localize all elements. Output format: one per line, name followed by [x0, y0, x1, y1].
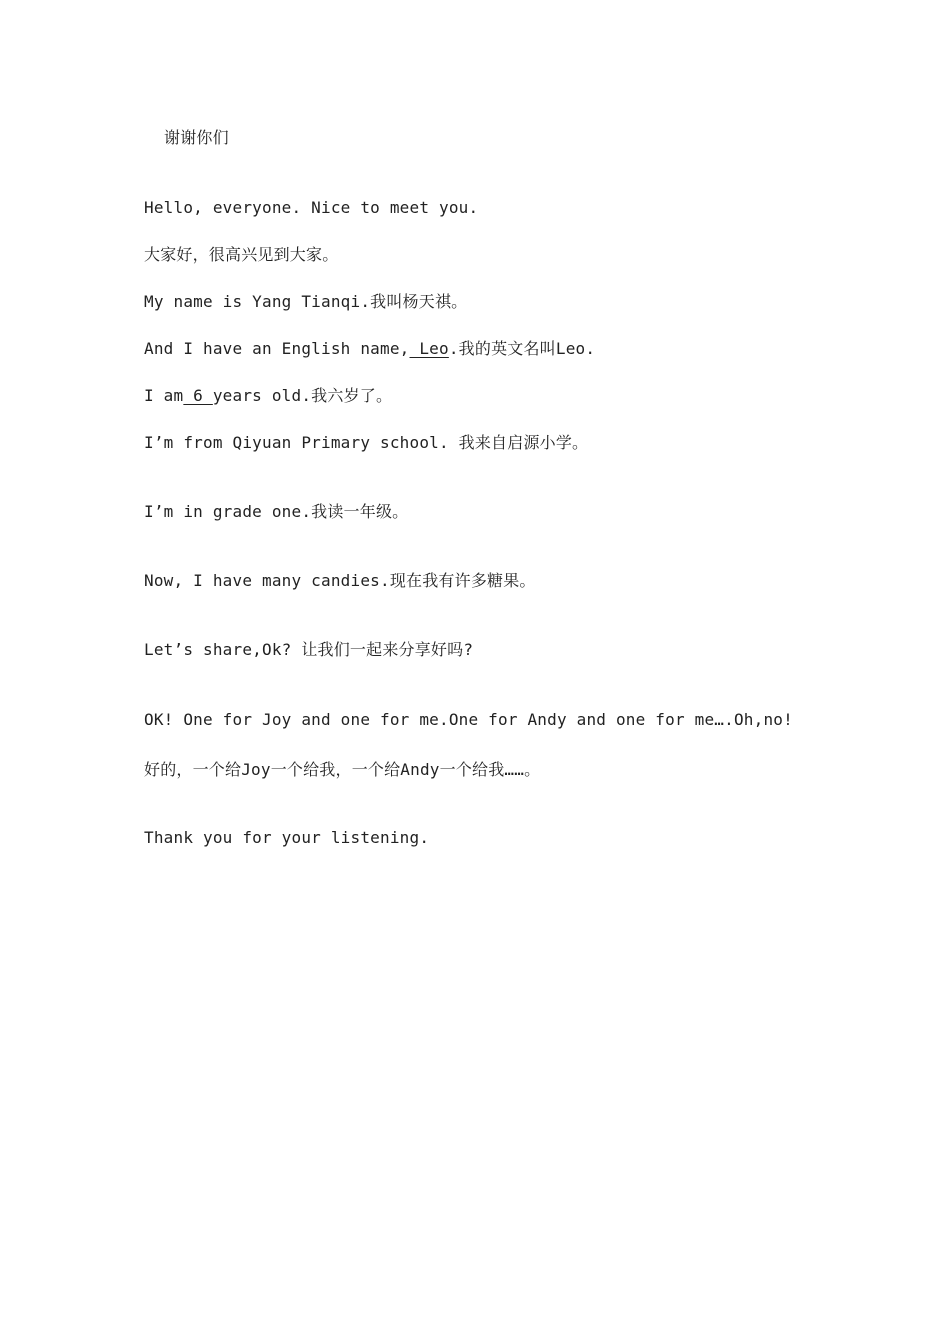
text-line-share: Let’s share,Ok? 让我们一起来分享好吗? [144, 640, 474, 659]
text-line-name: My name is Yang Tianqi.我叫杨天祺。 [144, 292, 468, 311]
text-line-greeting: Hello, everyone. Nice to meet you. [144, 198, 479, 217]
text-line-school: I’m from Qiyuan Primary school. 我来自启源小学。 [144, 433, 589, 452]
text-line-age [144, 386, 392, 406]
english-name-blank: Leo [409, 339, 449, 358]
age-prefix: I am [144, 386, 184, 405]
age-blank: 6 [183, 386, 213, 405]
text-line-grade: I’m in grade one.我读一年级。 [144, 502, 409, 521]
text-line-one-for-each-chinese: 好的，一个给Joy一个给我，一个给Andy一个给我……。 [144, 760, 541, 779]
document-title: 谢谢你们 [164, 128, 229, 147]
text-line-one-for-each: OK! One for Joy and one for me.One for Andy and one for me….Oh,no! [144, 710, 793, 729]
text-line-thanks: Thank you for your listening. [144, 828, 430, 847]
english-name-suffix: .我的英文名叫Leo. [448, 339, 596, 358]
age-suffix: years old.我六岁了。 [212, 386, 393, 405]
text-line-greeting-chinese: 大家好，很高兴见到大家。 [144, 245, 339, 264]
english-name-prefix: And I have an English name, [144, 339, 410, 358]
text-line-english-name [144, 339, 595, 359]
text-line-candies: Now, I have many candies.现在我有许多糖果。 [144, 571, 536, 590]
